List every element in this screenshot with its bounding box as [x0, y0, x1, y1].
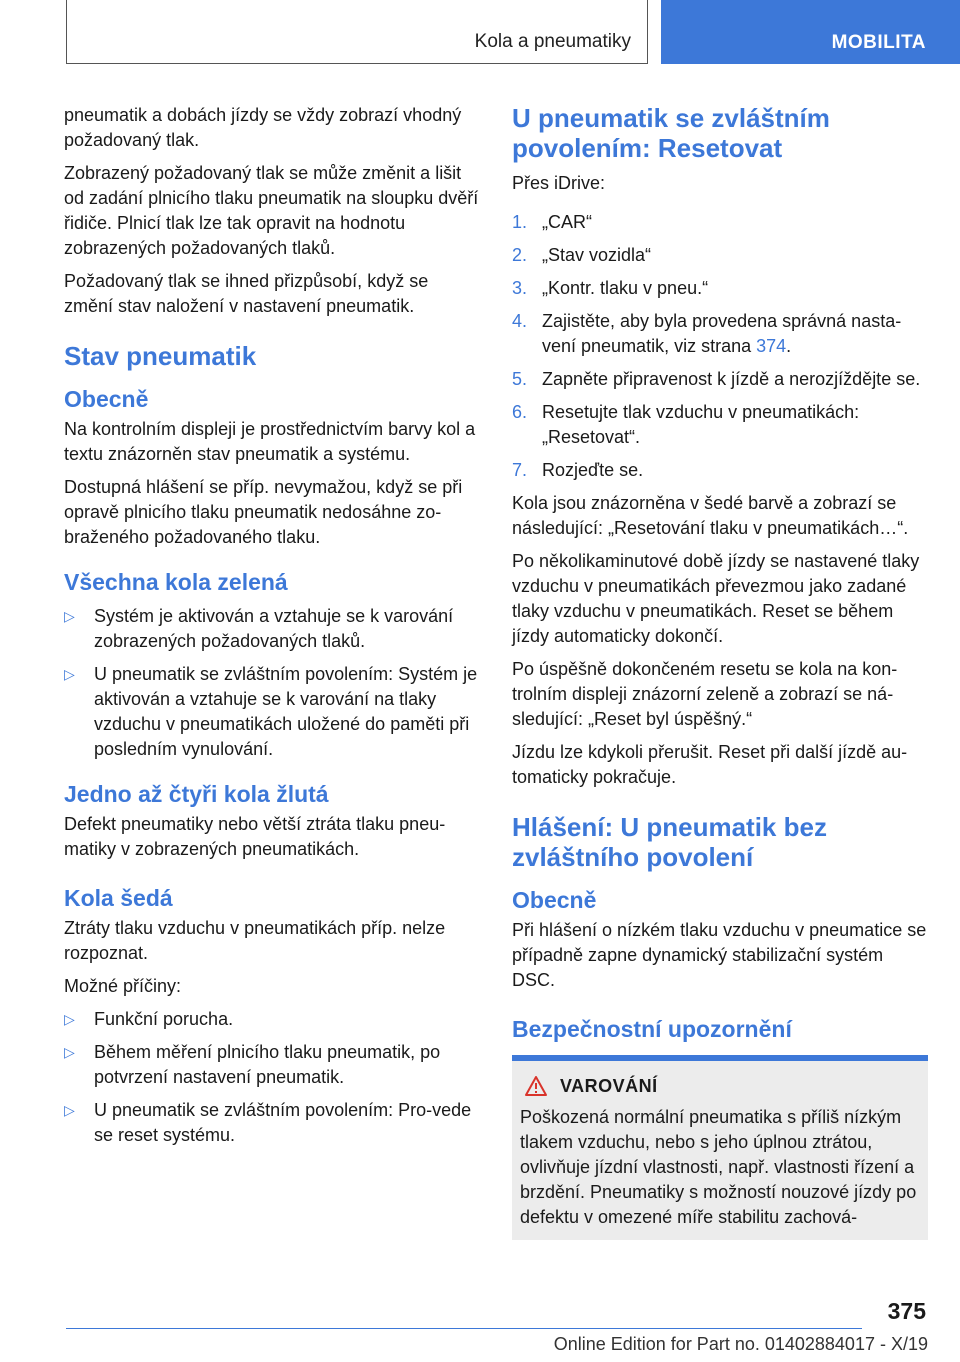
- step-item: 6. Resetujte tlak vzduchu v pneumatikách: „Resetovat“.: [512, 402, 860, 447]
- page-link-374[interactable]: 374: [756, 336, 787, 356]
- list-item: ▷ U pneumatik se zvláštním povolením: Pro-vede se reset systému.: [64, 1100, 472, 1145]
- warning-header: [520, 1075, 920, 1097]
- list-seda: [64, 1007, 482, 1148]
- footer-edition: Online Edition for Part no. 01402884017 - X/19: [553, 1334, 928, 1354]
- list-item: ▷ U pneumatik se zvláštním povolením: Systém je aktivován a vztahuje se k varování na tlaky vzduchu v pneumatikách uložené do paměti při posledním vynulování.: [64, 664, 478, 759]
- heading-resetovat: U pneumatik se zvláštním povolením: Resetovat: [512, 103, 830, 163]
- paragraph: Při hlášení o nízkém tlaku vzduchu v pneumatice se případně zapne dynamický stabilizační systém DSC.: [512, 920, 927, 990]
- paragraph: Defekt pneumatiky nebo větší ztráta tlaku pneu-matiky v zobrazených pneumatikách.: [64, 814, 446, 859]
- paragraph: Na kontrolním displeji je prostřednictvím barvy kol a textu znázorněn stav pneumatik a systému.: [64, 419, 476, 464]
- paragraph: Kola jsou znázorněna v šedé barvě a zobrazí se následující: „Resetování tlaku v pneumatikách…“.: [512, 493, 909, 538]
- heading-bezpecnostni-upozorneni: Bezpečnostní upozornění: [512, 1016, 792, 1042]
- step-item: 2. „Stav vozidla“: [512, 245, 652, 265]
- header-chapter-title: MOBILITA: [831, 32, 926, 53]
- triangle-right-icon: ▷: [64, 1102, 75, 1118]
- paragraph: Jízdu lze kdykoli přerušit. Reset při další jízdě au-tomaticky pokračuje.: [512, 742, 908, 787]
- list-item: ▷ Funkční porucha.: [64, 1007, 482, 1032]
- header-chapter-tab: [661, 0, 960, 64]
- heading-kola-seda: Kola šedá: [64, 885, 173, 911]
- paragraph: Zobrazený požadovaný tlak se může změnit a lišit od zadání plnicího tlaku pneumatik na sloupku dvěří řidiče. Plnicí tlak lze tak opravit na hodnotu zobrazených požadovaných tlaků.: [64, 163, 479, 258]
- heading-hlaseni: Hlášení: U pneumatik bez zvláštního povolení: [512, 812, 827, 872]
- step-item: 4. Zajistěte, aby byla provedena správná nasta-vení pneumatik, viz strana 374.: [512, 311, 902, 356]
- paragraph: Ztráty tlaku vzduchu v pneumatikách příp. nelze rozpoznat.: [64, 918, 446, 963]
- header-section-title: Kola a pneumatiky: [474, 31, 631, 52]
- triangle-right-icon: ▷: [64, 1044, 75, 1060]
- triangle-right-icon: ▷: [64, 666, 75, 682]
- triangle-right-icon: ▷: [64, 1011, 75, 1027]
- warning-title: VAROVÁNÍ: [560, 1075, 658, 1096]
- step-item: 5. Zapněte připravenost k jízdě a nerozjíždějte se.: [512, 369, 921, 389]
- heading-obecne: Obecně: [64, 386, 149, 412]
- heading-vsechna-kola-zelena: Všechna kola zelená: [64, 569, 288, 595]
- step-item: 7. Rozjeďte se.: [512, 460, 644, 480]
- warning-triangle-icon: [524, 1075, 548, 1097]
- paragraph: Dostupná hlášení se příp. nevymažou, když se při opravě plnicího tlaku pneumatik nedosáhne zo-braženého požadovaného tlaku.: [64, 477, 463, 547]
- paragraph: Po úspěšně dokončeném resetu se kola na kon-trolním displeji znázorní zeleně a zobrazí se ná-sledující: „Reset byl úspěšný.“: [512, 659, 898, 729]
- paragraph: Přes iDrive:: [512, 173, 606, 193]
- list-zelena: [64, 604, 482, 762]
- triangle-right-icon: ▷: [64, 608, 75, 624]
- warning-box: [512, 1055, 928, 1240]
- heading-obecne: Obecně: [512, 887, 597, 913]
- step-item: 1. „CAR“: [512, 212, 592, 232]
- paragraph: pneumatik a dobách jízdy se vždy zobrazí vhodný požadovaný tlak.: [64, 105, 462, 150]
- step-item: 3. „Kontr. tlaku v pneu.“: [512, 278, 709, 298]
- paragraph: Požadovaný tlak se ihned přizpůsobí, když se změní stav naložení v nastavení pneumatik.: [64, 271, 429, 316]
- footer-rule: [66, 1328, 862, 1329]
- left-column: [64, 103, 482, 1156]
- paragraph: Možné příčiny:: [64, 976, 182, 996]
- list-item: ▷ Během měření plnicího tlaku pneumatik, po potvrzení nastavení pneumatik.: [64, 1042, 441, 1087]
- list-item: ▷ Systém je aktivován a vztahuje se k varování zobrazených požadovaných tlaků.: [64, 606, 454, 651]
- page-number: 375: [887, 1298, 926, 1324]
- warning-text: Poškozená normální pneumatika s příliš nízkým tlakem vzduchu, nebo s jeho úplnou ztrátou, ovlivňuje jízdní vlastnosti, např. vlastnosti řízení a brzdění. Pneumatiky s možností nouzové jízdy po defektu v omezené míře stabilitu zachová-: [520, 1107, 917, 1227]
- heading-jedno-az-ctyri-kola-zluta: Jedno až čtyři kola žlutá: [64, 781, 329, 807]
- heading-stav-pneumatik: Stav pneumatik: [64, 341, 257, 371]
- steps-list: [512, 210, 928, 483]
- paragraph: Po několikaminutové době jízdy se nastavené tlaky vzduchu v pneumatikách převezmou jako zadané tlaky vzduchu v pneumatikách. Reset se během jízdy automaticky dokončí.: [512, 551, 920, 646]
- right-column: [512, 103, 928, 1240]
- header-section-box: [66, 0, 648, 64]
